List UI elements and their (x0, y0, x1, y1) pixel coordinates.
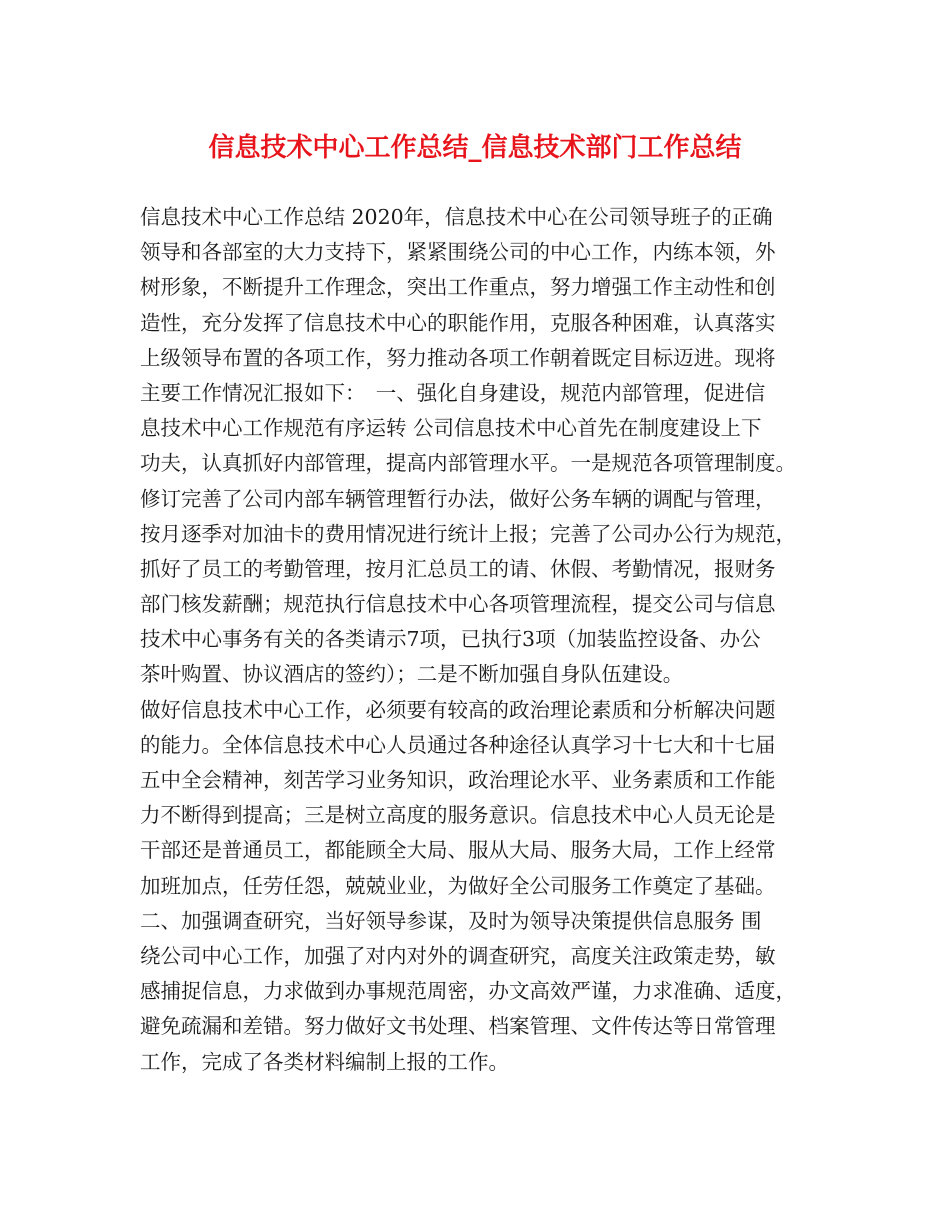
body-line: 加班加点，任劳任怨，兢兢业业，为做好全公司服务工作奠定了基础。 (140, 873, 776, 898)
body-line: 绕公司中心工作，加强了对内对外的调查研究，高度关注政策走势，敏 (140, 943, 776, 968)
body-line: 工作，完成了各类材料编制上报的工作。 (140, 1049, 509, 1074)
body-line: 感捕捉信息，力求做到办事规范周密，办文高效严谨，力求准确、适度， (140, 979, 796, 1004)
body-line: 造性，充分发挥了信息技术中心的职能作用，克服各种困难，认真落实 (140, 310, 776, 335)
document-body (140, 200, 840, 1080)
body-line: 息技术中心工作规范有序运转 公司信息技术中心首先在制度建设上下 (140, 416, 762, 441)
body-line: 修订完善了公司内部车辆管理暂行办法，做好公务车辆的调配与管理， (140, 486, 776, 511)
body-line: 避免疏漏和差错。努力做好文书处理、档案管理、文件传达等日常管理 (140, 1014, 776, 1039)
body-line: 做好信息技术中心工作，必须要有较高的政治理论素质和分析解决问题 (140, 697, 776, 722)
body-line: 五中全会精神，刻苦学习业务知识，政治理论水平、业务素质和工作能 (140, 768, 776, 792)
body-line: 抓好了员工的考勤管理，按月汇总员工的请、休假、考勤情况，报财务 (140, 556, 776, 581)
body-line: 信息技术中心工作总结 2020年，信息技术中心在公司领导班子的正确 (140, 205, 773, 229)
body-line: 部门核发薪酬；规范执行信息技术中心各项管理流程，提交公司与信息 (140, 592, 776, 617)
body-line: 上级领导布置的各项工作，努力推动各项工作朝着既定目标迈进。现将 (140, 345, 776, 370)
body-line: 领导和各部室的大力支持下，紧紧围绕公司的中心工作，内练本领，外 (140, 240, 776, 265)
body-line: 力不断得到提高；三是树立高度的服务意识。信息技术中心人员无论是 (140, 803, 776, 828)
body-line: 功夫，认真抓好内部管理，提高内部管理水平。一是规范各项管理制度。 (140, 451, 796, 476)
body-line: 按月逐季对加油卡的费用情况进行统计上报；完善了公司办公行为规范， (140, 521, 796, 546)
body-line: 主要工作情况汇报如下： 一、强化自身建设，规范内部管理，促进信 (140, 380, 766, 405)
body-line: 技术中心事务有关的各类请示7项，已执行3项（加装监控设备、办公 (140, 627, 761, 652)
body-line: 二、加强调查研究，当好领导参谋，及时为领导决策提供信息服务 围 (140, 908, 762, 933)
document-title: 信息技术中心工作总结_信息技术部门工作总结 (208, 133, 742, 163)
body-line: 树形象，不断提升工作理念，突出工作重点，努力增强工作主动性和创 (140, 275, 776, 300)
body-line: 茶叶购置、协议酒店的签约）；二是不断加强自身队伍建设。 (140, 662, 684, 687)
body-line: 干部还是普通员工，都能顾全大局、服从大局、服务大局，工作上经常 (140, 838, 776, 863)
body-line: 的能力。全体信息技术中心人员通过各种途径认真学习十七大和十七届 (140, 732, 776, 757)
